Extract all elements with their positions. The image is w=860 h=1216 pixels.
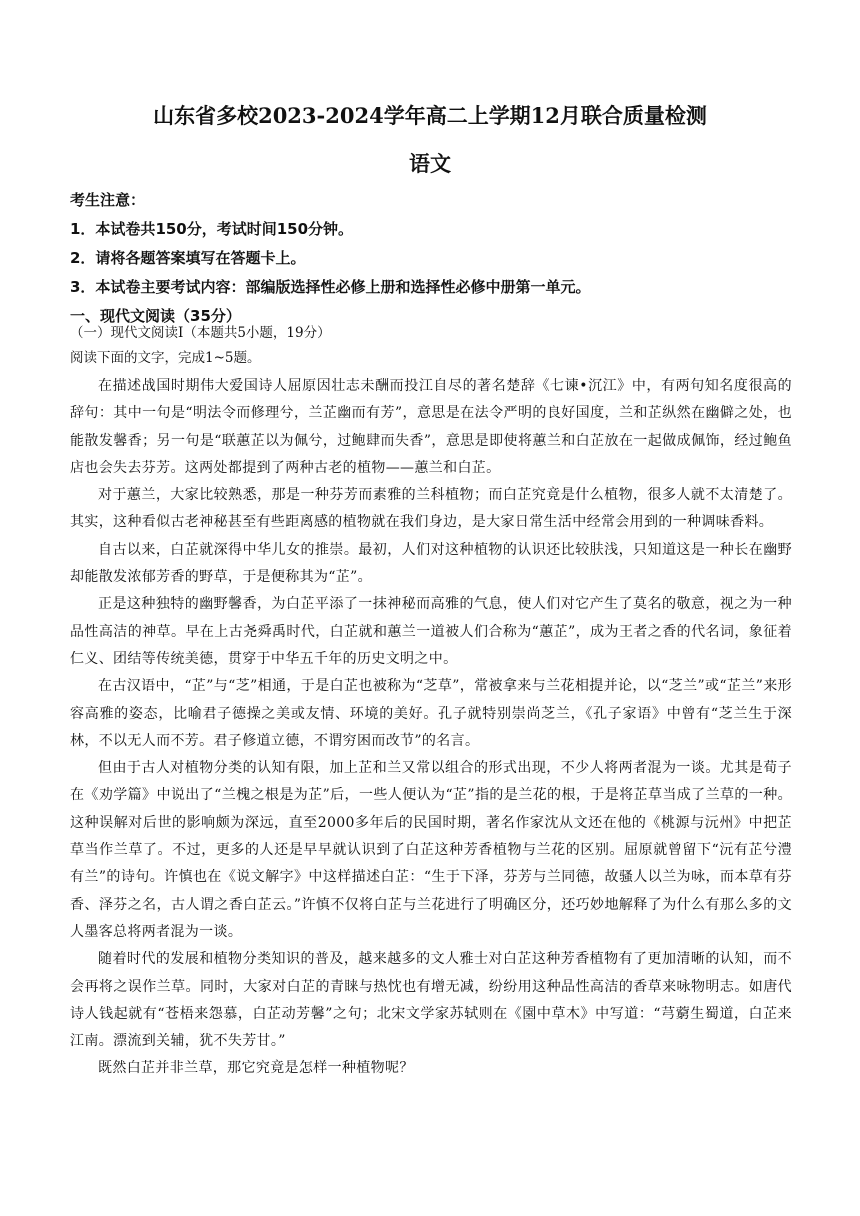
reading-passage — [70, 373, 792, 1083]
passage-paragraph: 在描述战国时期伟大爱国诗人屈原因壮志未酬而投江自尽的著名楚辞《七谏•沉江》中，有两句知名度很高的辞句：其中一句是“明法令而修理兮，兰芷幽而有芳”，意思是在法令严明的良好国度，兰和芷纵然在幽僻之处，也能散发馨香；另一句是“联蕙芷以为佩兮，过鲍肆而失香”，意思是即使将蕙兰和白芷放在一起做成佩饰，经过鲍鱼店也会失去芬芳。这两处都提到了两种古老的植物——蕙兰和白芷。 — [70, 378, 792, 476]
notice-block — [70, 186, 792, 331]
notice-item-2: 2．请将各题答案填写在答题卡上。 — [70, 249, 306, 267]
passage-paragraph: 但由于古人对植物分类的认知有限，加上芷和兰又常以组合的形式出现，不少人将两者混为一谈。尤其是荀子在《劝学篇》中说出了“兰槐之根是为芷”后，一些人便认为“芷”指的是兰花的根，于是将芷草当成了兰草的一种。这种误解对后世的影响颇为深远，直至2000多年后的民国时期，著名作家沈从文还在他的《桃源与沅州》中把芷草当作兰草了。不过，更多的人还是早早就认识到了白芷这种芳香植物与兰花的区别。屈原就曾留下“沅有芷兮澧有兰”的诗句。许慎也在《说文解字》中这样描述白芷：“生于下泽，芬芳与兰同德，故骚人以兰为咏，而本草有芬香、泽芬之名，古人谓之香白芷云。”许慎不仅将白芷与兰花进行了明确区分，还巧妙地解释了为什么有那么多的文人墨客总将两者混为一谈。 — [70, 760, 792, 940]
notice-heading: 考生注意： — [70, 191, 146, 209]
passage-paragraph: 自古以来，白芷就深得中华儿女的推崇。最初，人们对这种植物的认识还比较肤浅，只知道这是一种长在幽野却能散发浓郁芳香的野草，于是便称其为“芷”。 — [70, 541, 792, 586]
reading-instruction: 阅读下面的文字，完成1~5题。 — [70, 350, 261, 366]
exam-title: 山东省多校2023-2024学年高二上学期12月联合质量检测 — [153, 103, 707, 128]
passage-paragraph: 在古汉语中，“芷”与“芝”相通，于是白芷也被称为“芝草”，常被拿来与兰花相提并论，以“芝兰”或“芷兰”来形容高雅的姿态，比喻君子德操之美或友情、环境的美好。孔子就特别崇尚芝兰，《孔子家语》中曾有“芝兰生于深林，不以无人而不芳。君子修道立德，不谓穷困而改节”的名言。 — [70, 678, 792, 749]
passage-paragraph: 正是这种独特的幽野馨香，为白芷平添了一抹神秘而高雅的气息，使人们对它产生了莫名的敬意，视之为一种品性高洁的神草。早在上古尧舜禹时代，白芷就和蕙兰一道被人们合称为“蕙芷”，成为王者之香的代名词，象征着仁义、团结等传统美德，贯穿于中华五千年的历史文明之中。 — [70, 596, 792, 667]
notice-item-3: 3．本试卷主要考试内容：部编版选择性必修上册和选择性必修中册第一单元。 — [70, 278, 591, 296]
passage-paragraph: 对于蕙兰，大家比较熟悉，那是一种芬芳而素雅的兰科植物；而白芷究竟是什么植物，很多人就不太清楚了。其实，这种看似古老神秘甚至有些距离感的植物就在我们身边，是大家日常生活中经常会用到的一种调味香料。 — [70, 487, 792, 531]
passage-paragraph: 随着时代的发展和植物分类知识的普及，越来越多的文人雅士对白芷这种芳香植物有了更加清晰的认知，而不会再将之误作兰草。同时，大家对白芷的青睐与热忱也有增无减，纷纷用这种品性高洁的香草来咏物明志。如唐代诗人钱起就有“苍梧来怨慕，白芷动芳馨”之句；北宋文学家苏轼则在《園中草木》中写道：“芎藭生蜀道，白芷来江南。漂流到关辅，犹不失芳甘。” — [70, 951, 792, 1050]
notice-item-1: 1．本试卷共150分，考试时间150分钟。 — [70, 220, 354, 238]
passage-paragraph: 既然白芷并非兰草，那它究竟是怎样一种植物呢？ — [98, 1060, 414, 1077]
section-info — [70, 321, 792, 371]
section-subtitle: （一）现代文阅读I（本题共5小题，19分） — [70, 325, 331, 341]
section-title: 一、现代文阅读（35分） — [70, 307, 241, 325]
subject-title: 语文 — [409, 151, 451, 176]
